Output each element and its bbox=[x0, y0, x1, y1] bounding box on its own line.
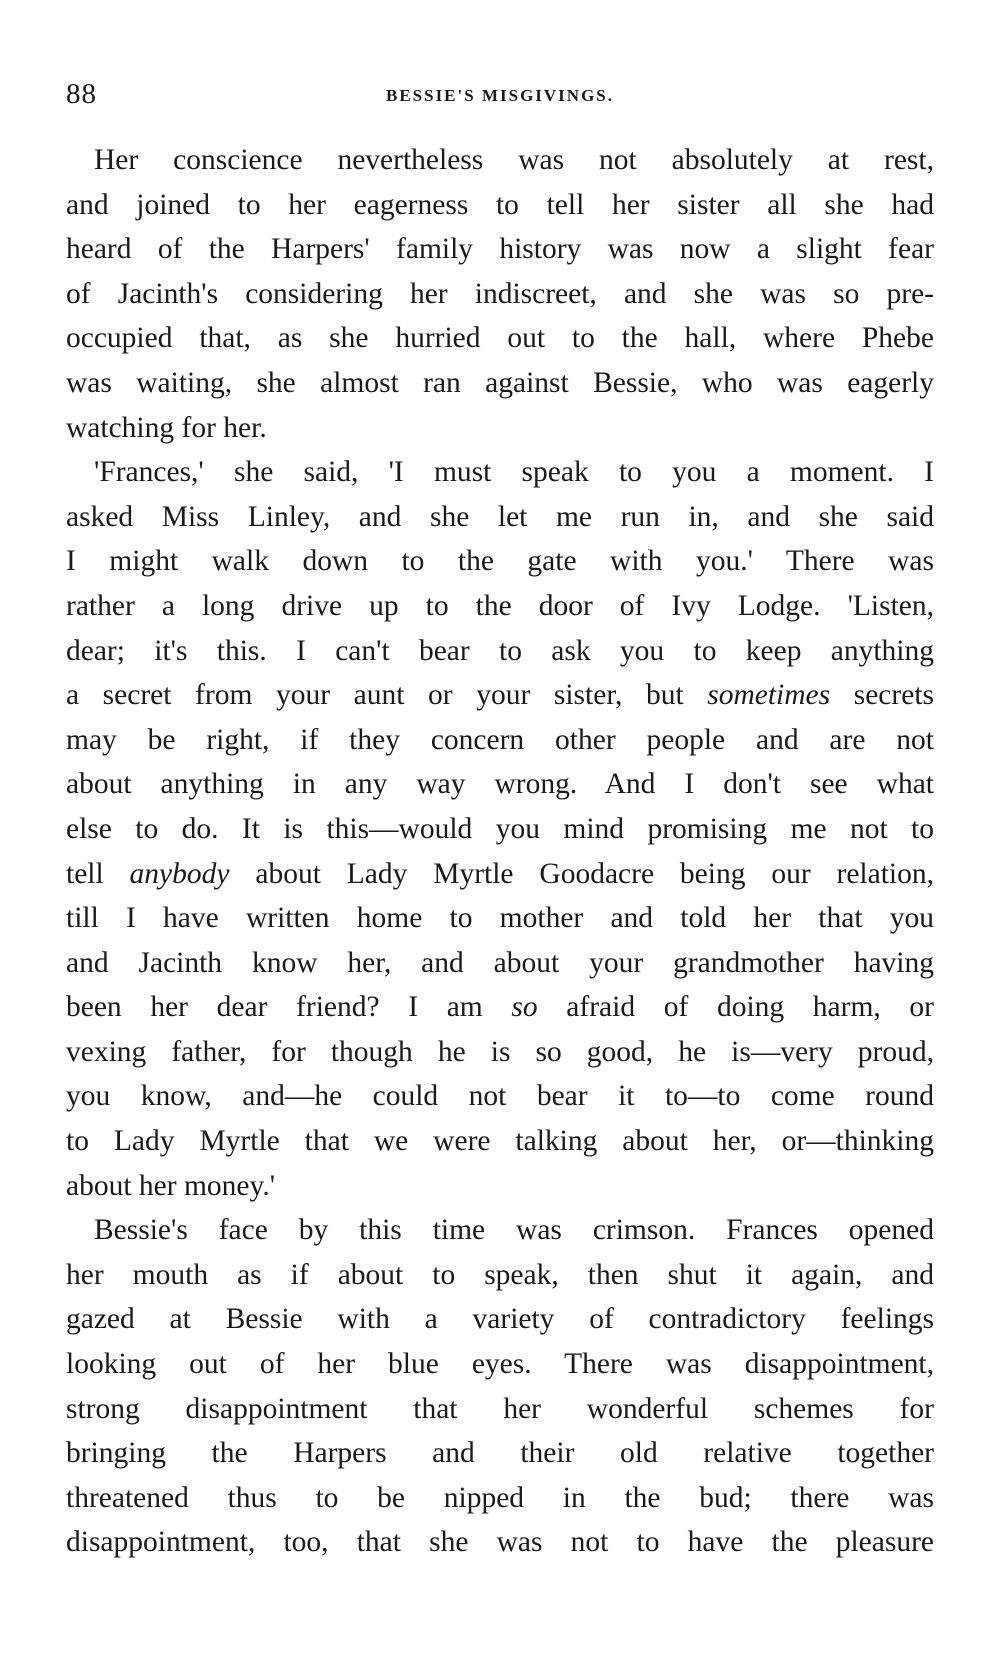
text-run: about Lady Myrtle Goodacre being our relation, bbox=[229, 857, 934, 890]
text-line: about her money.' bbox=[66, 1169, 276, 1202]
text-line: rather a long drive up to the door of Ivy Lodge. 'Listen, bbox=[66, 589, 934, 622]
text-line: dear; it's this. I can't bear to ask you to keep anything bbox=[66, 634, 934, 667]
text-line: till I have written home to mother and told her that you bbox=[66, 902, 934, 935]
text-line: asked Miss Linley, and she let me run in, and she said bbox=[66, 500, 934, 533]
text-line: Bessie's face by this time was crimson. Frances opened bbox=[94, 1214, 934, 1247]
text-run: been her dear friend? I am bbox=[66, 991, 512, 1024]
text-line: you know, and—he could not bear it to—to come round bbox=[66, 1080, 934, 1113]
text-line bbox=[66, 852, 934, 897]
text-line: heard of the Harpers' family history was now a slight fear bbox=[66, 233, 934, 266]
text-run: afraid of doing harm, or bbox=[537, 991, 934, 1024]
text-line: 'Frances,' she said, 'I must speak to you a moment. I bbox=[94, 456, 934, 489]
running-head: BESSIE'S MISGIVINGS. bbox=[385, 86, 615, 105]
text-line: Her conscience nevertheless was not absolutely at rest, bbox=[94, 144, 934, 176]
text-line: her mouth as if about to speak, then shut it again, and bbox=[66, 1258, 934, 1291]
text-line: watching for her. bbox=[66, 411, 267, 444]
paragraph bbox=[66, 1208, 934, 1565]
text-line: strong disappointment that her wonderful schemes for bbox=[66, 1392, 934, 1425]
paragraph bbox=[66, 450, 934, 1208]
text-line: and Jacinth know her, and about your grandmother having bbox=[66, 946, 934, 979]
text-line: may be right, if they concern other people and are not bbox=[66, 723, 934, 756]
text-line: was waiting, she almost ran against Bessie, who was eagerly bbox=[66, 366, 934, 399]
text-line: looking out of her blue eyes. There was disappointment, bbox=[66, 1348, 934, 1381]
page-header bbox=[66, 78, 934, 118]
italic-text: so bbox=[511, 991, 538, 1024]
text-line bbox=[66, 985, 934, 1030]
text-line: bringing the Harpers and their old relative together bbox=[66, 1437, 934, 1470]
text-line: vexing father, for though he is so good, he is—very proud, bbox=[66, 1035, 934, 1068]
text-run: a secret from your aunt or your sister, but bbox=[66, 679, 708, 712]
italic-text: sometimes bbox=[707, 679, 831, 712]
text-line: occupied that, as she hurried out to the hall, where Phebe bbox=[66, 322, 934, 355]
text-line: disappointment, too, that she was not to have the pleasure bbox=[66, 1526, 934, 1559]
text-line: about anything in any way wrong. And I don't see what bbox=[66, 768, 934, 801]
italic-text: anybody bbox=[129, 857, 230, 890]
text-line: I might walk down to the gate with you.' There was bbox=[66, 545, 934, 578]
text-line: threatened thus to be nipped in the bud; there was bbox=[66, 1481, 934, 1514]
text-run: secrets bbox=[830, 679, 934, 712]
paragraph bbox=[66, 138, 934, 450]
text-line: to Lady Myrtle that we were talking about her, or—thinking bbox=[66, 1125, 934, 1158]
text-line: gazed at Bessie with a variety of contradictory feelings bbox=[66, 1303, 934, 1336]
body-text bbox=[66, 138, 934, 1565]
text-line: else to do. It is this—would you mind promising me not to bbox=[66, 812, 934, 845]
text-run: tell bbox=[66, 857, 130, 890]
page-number: 88 bbox=[66, 78, 97, 110]
text-line: of Jacinth's considering her indiscreet, and she was so pre- bbox=[66, 277, 934, 310]
text-line: and joined to her eagerness to tell her sister all she had bbox=[66, 188, 934, 221]
text-line bbox=[66, 673, 934, 718]
